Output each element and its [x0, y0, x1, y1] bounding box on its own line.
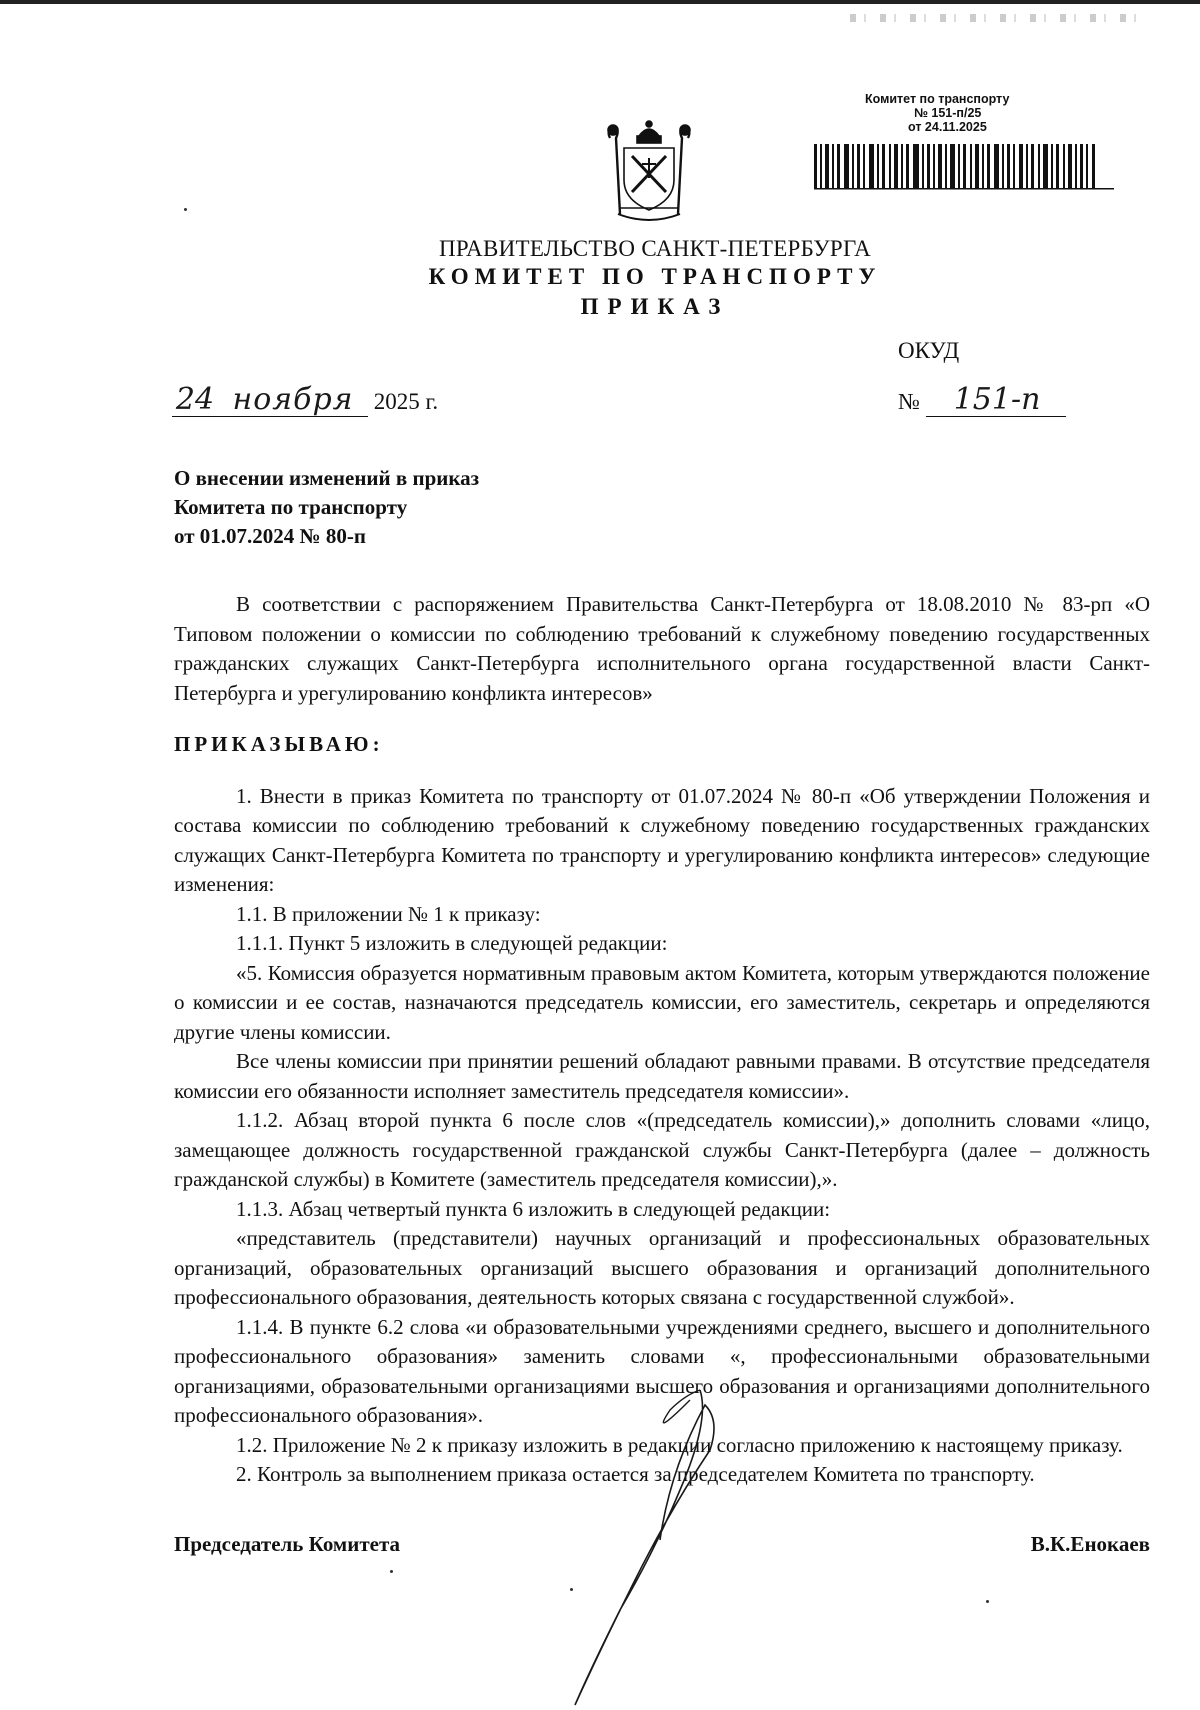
government-title: ПРАВИТЕЛЬСТВО САНКТ-ПЕТЕРБУРГА	[438, 236, 872, 261]
date-month: ноября	[218, 384, 368, 417]
clause-1-1: 1.1. В приложении № 1 к приказу:	[236, 901, 541, 926]
clause-1-2: 1.2. Приложение № 2 к приказу изложить в редакции согласно приложению к настоящему приказу.	[236, 1432, 1123, 1457]
clause-1-1-4: 1.1.4. В пункте 6.2 слова «и образовательными учреждениями среднего, высшего и дополнительного профессионального образования» заменить словами «, профессиональными образовательными организациями, образовательными организациями высшего образования и организациями дополнительного профессионального образования».	[174, 1314, 1150, 1427]
barcode	[814, 140, 1134, 198]
scan-speck	[390, 1570, 393, 1573]
subject-line: от 01.07.2024 № 80-п	[174, 524, 366, 548]
preamble: В соответствии с распоряжением Правительства Санкт-Петербурга от 18.08.2010 № 83-рп «О Типовом положении о комиссии по соблюдению требований к служебному поведению государственных гражданских служащих Санкт-Петербурга исполнительного органа государственной власти Санкт-Петербурга и урегулированию конфликта интересов»	[174, 592, 1150, 705]
clause-1: 1. Внести в приказ Комитета по транспорту от 01.07.2024 № 80-п «Об утверждении Положения и состава комиссии по соблюдению требований к служебному поведению государственных гражданских служащих Санкт-Петербурга Комитета по транспорту и урегулированию конфликта интересов» следующие изменения:	[174, 783, 1150, 896]
subject-line: Комитета по транспорту	[174, 495, 408, 519]
stamp-number: № 151-п/25	[914, 106, 982, 120]
subject-line: О внесении изменений в приказ	[174, 466, 480, 490]
okud-label: ОКУД	[898, 338, 960, 363]
clause-1-1-3: 1.1.3. Абзац четвертый пункта 6 изложить в следующей редакции:	[236, 1196, 831, 1221]
clause-1-1-1: 1.1.1. Пункт 5 изложить в следующей редакции:	[236, 931, 668, 955]
date-day: 24	[172, 384, 218, 417]
number-value: 151-п	[926, 384, 1066, 417]
scan-speck	[570, 1588, 573, 1591]
stamp-committee: Комитет по транспорту	[865, 92, 1010, 106]
order-word: ПРИКАЗЫВАЮ:	[174, 732, 384, 756]
registration-stamp	[812, 92, 1152, 134]
order-body	[174, 590, 1150, 1490]
coat-of-arms-icon	[604, 118, 694, 226]
clause-1-1-2: 1.1.2. Абзац второй пункта 6 после слов «(председатель комиссии),» дополнить словами «лицо, замещающее должность государственной гражданской службы Санкт-Петербурга (далее – должность гражданской службы) в Комитете (заместитель председателя комиссии),».	[174, 1108, 1150, 1191]
signature-row	[174, 1532, 1150, 1557]
signatory-name: В.К.Енокаев	[1030, 1532, 1150, 1556]
order-number	[898, 384, 1066, 417]
date-year: 2025 г.	[373, 389, 439, 414]
order-date	[172, 384, 438, 417]
stamp-date: от 24.11.2025	[908, 120, 987, 134]
scan-top-border	[0, 0, 1200, 4]
number-prefix: №	[898, 389, 920, 414]
clause-5-text: «5. Комиссия образуется нормативным правовым актом Комитета, которым утверждаются положение о комиссии и ее состав, назначаются председатель комиссии, его заместитель, секретарь и определяются другие члены комиссии.	[174, 960, 1150, 1044]
clause-1-1-3-quote: «представитель (представители) научных организаций и профессиональных образовательных организаций, образовательных организаций высшего образования и организаций дополнительного профессионального образования, деятельность которых связана с государственной службой».	[174, 1226, 1150, 1309]
scan-speck	[184, 208, 187, 211]
scan-speck	[986, 1600, 989, 1603]
signatory-position: Председатель Комитета	[174, 1532, 401, 1556]
committee-title: КОМИТЕТ ПО ТРАНСПОРТУ	[428, 264, 882, 289]
order-subject	[174, 464, 479, 551]
scan-noise	[850, 14, 1150, 22]
clause-5-text-b: Все члены комиссии при принятии решений обладают равными правами. В отсутствие председателя комиссии его обязанности исполняет заместитель председателя комиссии».	[174, 1049, 1150, 1103]
clause-2: 2. Контроль за выполнением приказа остается за председателем Комитета по транспорту.	[236, 1462, 1035, 1486]
document-type: ПРИКАЗ	[580, 294, 730, 319]
